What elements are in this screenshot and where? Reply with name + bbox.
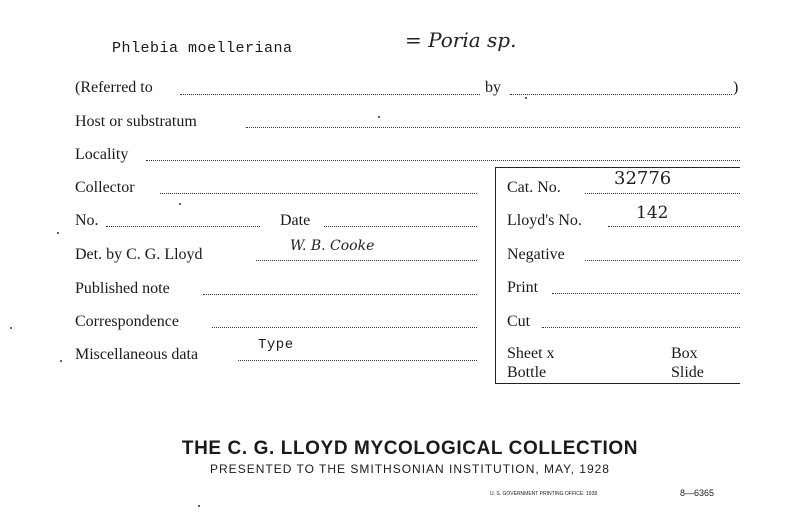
cut-line: [542, 327, 740, 328]
host-label: Host or substratum: [75, 113, 197, 130]
scan-speck: [10, 327, 12, 329]
date-line: [324, 226, 477, 227]
sheet-label: Sheet x: [507, 345, 555, 362]
host-line: [246, 127, 740, 128]
misc-line: [238, 360, 477, 361]
published-note-label: Published note: [75, 280, 170, 297]
print-label: Print: [507, 279, 539, 296]
no-line: [106, 226, 260, 227]
referred-to-line: [180, 94, 480, 95]
lloyds-no-value: 142: [636, 203, 669, 223]
scan-speck: [198, 505, 200, 507]
collection-subtitle: PRESENTED TO THE SMITHSONIAN INSTITUTION, MAY, 1928: [210, 462, 610, 476]
slide-label: Slide: [671, 364, 704, 381]
published-note-line: [203, 294, 477, 295]
collector-line: [160, 193, 477, 194]
negative-label: Negative: [507, 246, 565, 263]
by-label: by: [485, 79, 501, 96]
cat-no-label: Cat. No.: [507, 179, 561, 196]
box-label: Box: [671, 345, 698, 362]
negative-line: [585, 260, 740, 261]
scan-speck: [525, 97, 527, 99]
collector-label: Collector: [75, 179, 135, 196]
locality-label: Locality: [75, 146, 129, 163]
det-by-value: W. B. Cooke: [290, 238, 375, 254]
cat-no-value: 32776: [614, 168, 672, 189]
cut-label: Cut: [507, 313, 531, 330]
locality-line: [146, 160, 740, 161]
misc-value: Type: [258, 337, 294, 353]
scan-speck: [179, 203, 181, 205]
handwritten-annotation: = Poria sp.: [405, 28, 517, 52]
lloyds-no-line: [608, 226, 740, 227]
correspondence-line: [212, 327, 477, 328]
scan-speck: [57, 232, 59, 234]
det-by-label: Det. by C. G. Lloyd: [75, 246, 203, 263]
lloyds-no-label: Lloyd's No.: [507, 212, 582, 229]
scan-speck: [60, 360, 62, 362]
by-line: [510, 94, 732, 95]
specimen-name: Phlebia moelleriana: [112, 40, 293, 57]
no-label: No.: [75, 212, 99, 229]
printing-office-note: U. S. GOVERNMENT PRINTING OFFICE: 1928: [490, 491, 598, 497]
scan-speck: [378, 116, 380, 118]
by-close-paren: ): [733, 79, 739, 96]
misc-label: Miscellaneous data: [75, 346, 199, 363]
form-number: 8—6365: [680, 488, 715, 498]
print-line: [552, 293, 740, 294]
collection-title: THE C. G. LLOYD MYCOLOGICAL COLLECTION: [181, 438, 639, 459]
cat-no-line: [585, 193, 740, 194]
bottle-label: Bottle: [507, 364, 547, 381]
correspondence-label: Correspondence: [75, 313, 179, 330]
referred-to-label: (Referred to: [75, 79, 153, 96]
date-label: Date: [280, 212, 311, 229]
det-by-line: [256, 260, 477, 261]
